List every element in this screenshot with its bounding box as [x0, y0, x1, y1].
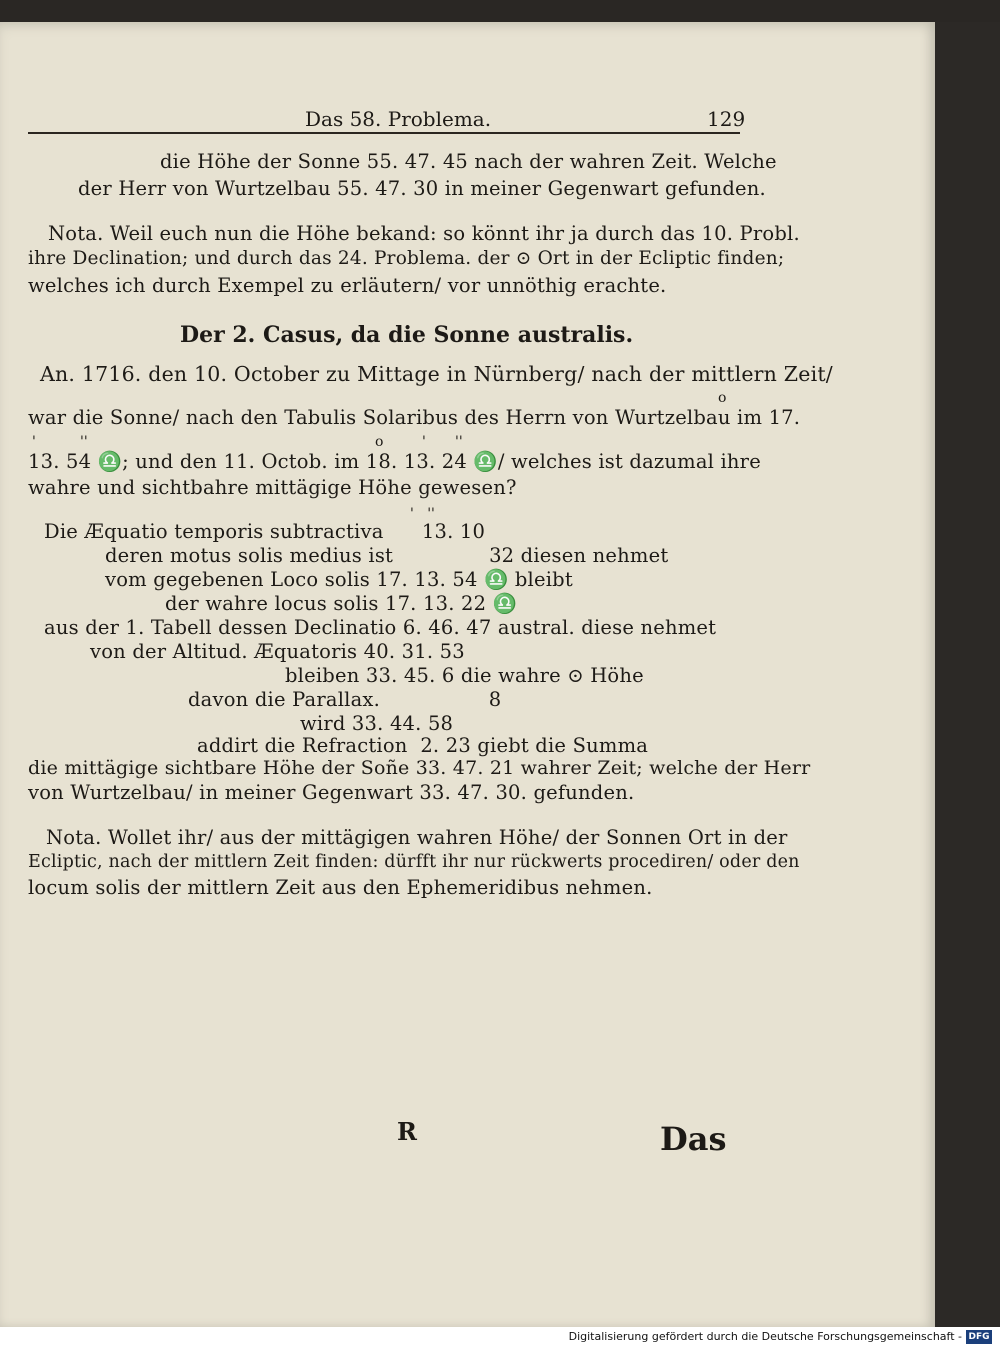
header-rule	[28, 132, 740, 134]
calc-line: deren motus solis medius ist 32 diesen nehmet	[105, 544, 669, 567]
minute-mark: '	[422, 434, 426, 450]
minute-mark: '	[32, 434, 36, 450]
running-header: Das 58. Problema.	[305, 107, 492, 131]
calc-line: bleiben 33. 45. 6 die wahre ⊙ Höhe	[285, 664, 644, 687]
nota-line: Nota. Wollet ihr/ aus der mittägigen wahren Höhe/ der Sonnen Ort in der	[46, 826, 788, 849]
book-page	[0, 22, 935, 1327]
catchword: Das	[660, 1120, 727, 1158]
second-mark: ''	[455, 434, 463, 450]
text-line: der Herr von Wurtzelbau 55. 47. 30 in meiner Gegenwart gefunden.	[78, 177, 766, 200]
nota-line: locum solis der mittlern Zeit aus den Ephemeridibus nehmen.	[28, 876, 653, 899]
degree-mark: o	[718, 390, 727, 406]
calc-line: vom gegebenen Loco solis 17. 13. 54 ♎ bleibt	[105, 568, 573, 591]
calc-line: der wahre locus solis 17. 13. 22 ♎	[165, 592, 518, 615]
nota-line: Ecliptic, nach der mittlern Zeit finden: dürfft ihr nur rückwerts procediren/ oder den	[28, 852, 800, 872]
second-mark: ''	[80, 434, 88, 450]
paragraph-line: wahre und sichtbahre mittägige Höhe gewesen?	[28, 476, 517, 499]
nota-line: Nota. Weil euch nun die Höhe bekand: so könnt ihr ja durch das 10. Probl.	[48, 222, 800, 245]
calc-line: davon die Parallax. 8	[188, 688, 502, 711]
scan-border	[935, 22, 1000, 1327]
calc-line: aus der 1. Tabell dessen Declinatio 6. 46. 47 austral. diese nehmet	[44, 616, 717, 639]
degree-mark: o	[375, 434, 384, 450]
column-marks: ' ''	[410, 506, 435, 522]
paragraph-line: 13. 54 ♎; und den 11. Octob. im 18. 13. 24 ♎/ welches ist dazumal ihre	[28, 450, 761, 473]
nota-line: ihre Declination; und durch das 24. Problema. der ⊙ Ort in der Ecliptic finden;	[28, 248, 785, 269]
dfg-logo-icon: DFG	[966, 1330, 992, 1344]
text-line: die Höhe der Sonne 55. 47. 45 nach der wahren Zeit. Welche	[160, 150, 777, 173]
page-number: 129	[707, 107, 746, 131]
result-line: die mittägige sichtbare Höhe der Soñe 33. 47. 21 wahrer Zeit; welche der Herr	[28, 757, 811, 779]
signature-mark: R	[397, 1117, 417, 1146]
paragraph-line: war die Sonne/ nach den Tabulis Solaribus des Herrn von Wurtzelbau im 17.	[28, 406, 801, 429]
calc-line: wird 33. 44. 58	[300, 712, 454, 735]
footer-bar	[0, 1327, 1000, 1348]
paragraph-line: An. 1716. den 10. October zu Mittage in Nürnberg/ nach der mittlern Zeit/	[40, 362, 833, 386]
calc-line: addirt die Refraction 2. 23 giebt die Summa	[197, 734, 649, 757]
calc-line: von der Altitud. Æquatoris 40. 31. 53	[90, 640, 465, 663]
section-heading: Der 2. Casus, da die Sonne australis.	[180, 322, 634, 348]
footer-credit: Digitalisierung gefördert durch die Deutsche Forschungsgemeinschaft -	[568, 1330, 962, 1343]
nota-line: welches ich durch Exempel zu erläutern/ vor unnöthig erachte.	[28, 274, 667, 297]
calc-line: Die Æquatio temporis subtractiva 13. 10	[44, 520, 486, 543]
result-line: von Wurtzelbau/ in meiner Gegenwart 33. 47. 30. gefunden.	[28, 781, 635, 804]
